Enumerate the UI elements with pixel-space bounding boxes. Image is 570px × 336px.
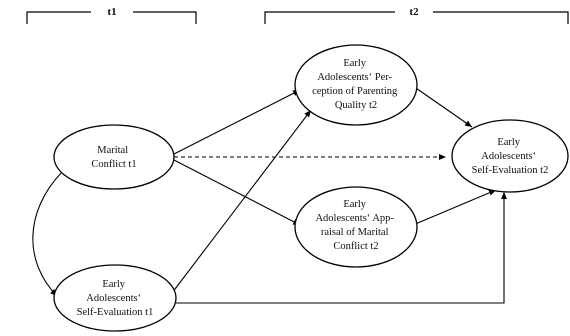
- node-label-line: Adolescents‘ App-: [315, 213, 394, 224]
- node-label-line: Early: [343, 58, 367, 69]
- node-label-line: Early: [343, 199, 367, 210]
- node-label-line: Early: [102, 279, 126, 290]
- time-bracket-t2: [265, 6, 568, 24]
- node-label-line: Adolescents‘ Per-: [317, 72, 393, 83]
- node-label-line: Adolescents‘: [86, 293, 142, 304]
- node-label-line: Quality t2: [334, 100, 378, 111]
- node-label-line: Marital: [97, 145, 129, 156]
- covariance-path-conflict-selfeval-t1: [33, 172, 62, 296]
- path-conflict-to-appraisal: [174, 160, 300, 225]
- node-label-line: Self-Evaluation t2: [471, 165, 549, 176]
- path-parenting-to-selfeval-t2: [413, 86, 472, 127]
- time-bracket-t1: [27, 6, 196, 24]
- node-label-line: Adolescents‘: [481, 151, 537, 162]
- node-label-line: ception of Parenting: [312, 86, 398, 97]
- timepoint-label-t2: t2: [409, 6, 419, 18]
- path-conflict-to-parenting: [174, 90, 300, 154]
- node-self-evaluation-t1: [54, 265, 176, 331]
- node-parenting-quality-t2: [295, 45, 417, 125]
- path-appraisal-to-selfeval-t2: [413, 190, 496, 225]
- node-label-line: Early: [497, 137, 521, 148]
- node-marital-conflict-t1: [54, 125, 174, 189]
- node-ellipse: [295, 45, 417, 125]
- path-selfeval-t1-to-parenting: [172, 110, 311, 293]
- node-label-line: raisal of Marital: [320, 227, 389, 238]
- node-ellipse: [54, 125, 174, 189]
- node-appraisal-t2: [295, 187, 417, 267]
- node-self-evaluation-t2: [452, 120, 568, 192]
- timepoint-label-t1: t1: [107, 6, 117, 18]
- node-label-line: Conflict t1: [91, 159, 137, 170]
- node-label-line: Self-Evaluation t1: [76, 307, 154, 318]
- node-label-line: Conflict t2: [333, 241, 379, 252]
